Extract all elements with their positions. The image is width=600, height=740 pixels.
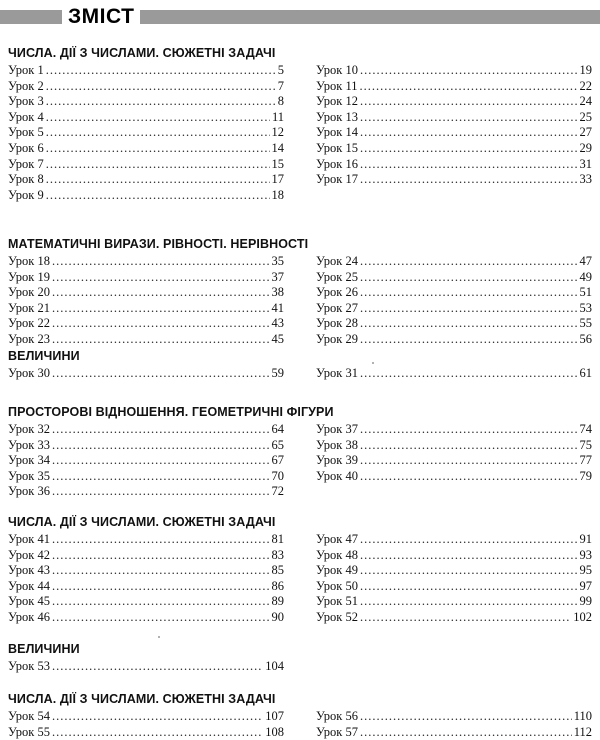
toc-entry[interactable]	[8, 610, 284, 626]
toc-entry[interactable]	[8, 157, 284, 173]
page-number: 37	[271, 269, 284, 284]
lesson-label: Урок 10	[316, 63, 358, 77]
lesson-label: Урок 39	[316, 453, 358, 468]
dot-leader	[360, 270, 578, 286]
page-number: 8	[277, 94, 284, 109]
toc-entry[interactable]	[316, 366, 592, 382]
lesson-label: Урок 31	[316, 366, 358, 380]
toc-column-left	[8, 709, 284, 740]
lesson-label: Урок 1	[8, 63, 44, 77]
toc-column-left	[8, 532, 284, 626]
page-number: 11	[271, 109, 284, 124]
toc-entry[interactable]	[8, 422, 284, 438]
toc-entry[interactable]	[316, 94, 592, 110]
page-title: ЗМІСТ	[68, 5, 135, 28]
page-number: 43	[271, 316, 284, 331]
lesson-label: Урок 8	[8, 172, 44, 187]
dot-leader	[52, 563, 270, 579]
toc-entry[interactable]	[8, 438, 284, 454]
toc-section	[0, 403, 600, 499]
page-number: 90	[271, 609, 284, 624]
lesson-label: Урок 43	[8, 563, 50, 578]
page-number: 41	[271, 300, 284, 315]
toc-entry[interactable]	[8, 270, 284, 286]
dot-leader	[46, 63, 276, 79]
toc-entry[interactable]	[8, 579, 284, 595]
dot-leader	[52, 709, 263, 725]
page-number: 85	[271, 563, 284, 578]
page-number: 70	[271, 468, 284, 483]
scan-speck	[372, 362, 374, 364]
dot-leader	[52, 438, 270, 454]
lesson-label: Урок 3	[8, 94, 44, 109]
page-number: 24	[579, 94, 592, 109]
lesson-label: Урок 23	[8, 331, 50, 346]
section-title: ВЕЛИЧИНИ	[8, 642, 80, 656]
toc-entry[interactable]	[316, 285, 592, 301]
toc-section	[0, 347, 600, 380]
dot-leader	[52, 453, 270, 469]
toc-entry[interactable]	[8, 301, 284, 317]
dot-leader	[360, 316, 578, 332]
page-number: 19	[579, 63, 592, 77]
page-number: 31	[579, 156, 592, 171]
toc-entry[interactable]	[316, 110, 592, 126]
page-number: 74	[579, 422, 592, 436]
dot-leader	[360, 532, 578, 548]
toc-section	[0, 690, 600, 739]
page-number: 56	[579, 331, 592, 346]
lesson-label: Урок 13	[316, 109, 358, 124]
lesson-label: Урок 49	[316, 563, 358, 578]
toc-entry[interactable]	[316, 141, 592, 157]
page-number: 91	[579, 532, 592, 546]
lesson-label: Урок 32	[8, 422, 50, 436]
lesson-label: Урок 52	[316, 609, 358, 624]
dot-leader	[360, 366, 578, 382]
dot-leader	[360, 610, 571, 626]
lesson-label: Урок 14	[316, 125, 358, 140]
lesson-label: Урок 19	[8, 269, 50, 284]
dot-leader	[360, 332, 578, 348]
toc-entry[interactable]	[8, 63, 284, 79]
page-number: 89	[271, 594, 284, 609]
lesson-label: Урок 55	[8, 724, 50, 739]
dot-leader	[360, 438, 578, 454]
toc-entry[interactable]	[8, 254, 284, 270]
lesson-label: Урок 41	[8, 532, 50, 546]
toc-entry[interactable]	[316, 532, 592, 548]
toc-entry[interactable]	[8, 484, 284, 500]
page-number: 107	[265, 709, 284, 723]
page-number: 99	[579, 594, 592, 609]
lesson-label: Урок 30	[8, 366, 50, 380]
toc-entry[interactable]	[316, 316, 592, 332]
lesson-label: Урок 2	[8, 78, 44, 93]
dot-leader	[360, 125, 578, 141]
dot-leader	[52, 285, 270, 301]
scan-speck	[296, 10, 298, 12]
dot-leader	[52, 270, 270, 286]
toc-entry[interactable]	[316, 594, 592, 610]
toc-section	[0, 44, 600, 202]
lesson-label: Урок 44	[8, 578, 50, 593]
toc-entry[interactable]	[316, 422, 592, 438]
toc-column-left	[8, 254, 284, 348]
toc-section	[0, 640, 600, 673]
toc-entry[interactable]	[8, 709, 284, 725]
dot-leader	[52, 610, 270, 626]
page-number: 86	[271, 578, 284, 593]
dot-leader	[360, 110, 578, 126]
dot-leader	[360, 725, 572, 740]
page-number: 104	[265, 659, 284, 673]
dot-leader	[360, 141, 578, 157]
page-number: 64	[271, 422, 284, 436]
page-number: 53	[579, 300, 592, 315]
lesson-label: Урок 9	[8, 187, 44, 202]
dot-leader	[52, 301, 270, 317]
lesson-label: Урок 11	[316, 78, 358, 93]
lesson-label: Урок 29	[316, 331, 358, 346]
page-number: 47	[579, 254, 592, 268]
dot-leader	[46, 79, 276, 95]
dot-leader	[52, 659, 263, 675]
lesson-label: Урок 48	[316, 547, 358, 562]
dot-leader	[52, 332, 270, 348]
dot-leader	[360, 594, 578, 610]
toc-entry[interactable]	[316, 579, 592, 595]
page-number: 108	[265, 724, 284, 739]
toc-entry[interactable]	[316, 610, 592, 626]
lesson-label: Урок 56	[316, 709, 358, 723]
toc-entry[interactable]	[316, 301, 592, 317]
toc-entry[interactable]	[8, 79, 284, 95]
dot-leader	[46, 172, 270, 188]
dot-leader	[360, 157, 578, 173]
lesson-label: Урок 16	[316, 156, 358, 171]
dot-leader	[52, 532, 270, 548]
lesson-label: Урок 45	[8, 594, 50, 609]
lesson-label: Урок 22	[8, 316, 50, 331]
toc-column-right	[316, 422, 592, 484]
lesson-label: Урок 17	[316, 172, 358, 187]
toc-entry[interactable]	[316, 725, 592, 740]
page-number: 45	[271, 331, 284, 346]
toc-entry[interactable]	[8, 316, 284, 332]
scan-speck	[158, 636, 160, 638]
lesson-label: Урок 5	[8, 125, 44, 140]
toc-column-right	[316, 709, 592, 740]
lesson-label: Урок 28	[316, 316, 358, 331]
section-title: МАТЕМАТИЧНІ ВИРАЗИ. РІВНОСТІ. НЕРІВНОСТІ	[8, 237, 309, 251]
page-number: 7	[277, 78, 284, 93]
lesson-label: Урок 53	[8, 659, 50, 673]
page-number: 35	[271, 254, 284, 268]
page-number: 77	[579, 453, 592, 468]
toc-column-right	[316, 532, 592, 626]
toc-column-left	[8, 63, 284, 203]
lesson-label: Урок 33	[8, 437, 50, 452]
lesson-label: Урок 7	[8, 156, 44, 171]
toc-entry[interactable]	[8, 548, 284, 564]
section-title: ПРОСТОРОВІ ВІДНОШЕННЯ. ГЕОМЕТРИЧНІ ФІГУРИ	[8, 405, 334, 419]
lesson-label: Урок 12	[316, 94, 358, 109]
page-number: 95	[579, 563, 592, 578]
toc-entry[interactable]	[316, 125, 592, 141]
page-number: 17	[271, 172, 284, 187]
dot-leader	[360, 709, 572, 725]
page-number: 14	[271, 140, 284, 155]
dot-leader	[52, 366, 270, 382]
page-number: 65	[271, 437, 284, 452]
dot-leader	[52, 316, 270, 332]
toc-entry[interactable]	[8, 285, 284, 301]
section-title: ЧИСЛА. ДІЇ З ЧИСЛАМИ. СЮЖЕТНІ ЗАДАЧІ	[8, 46, 276, 60]
page-number: 67	[271, 453, 284, 468]
page-number: 49	[579, 269, 592, 284]
page-number: 18	[271, 187, 284, 202]
toc-entry[interactable]	[8, 366, 284, 382]
page-number: 22	[579, 78, 592, 93]
page-number: 93	[579, 547, 592, 562]
lesson-label: Урок 26	[316, 285, 358, 300]
toc-entry[interactable]	[8, 188, 284, 204]
dot-leader	[52, 469, 270, 485]
dot-leader	[360, 63, 578, 79]
toc-entry[interactable]	[316, 548, 592, 564]
dot-leader	[46, 125, 270, 141]
dot-leader	[360, 172, 578, 188]
page-number: 25	[579, 109, 592, 124]
lesson-label: Урок 51	[316, 594, 358, 609]
page-number: 29	[579, 140, 592, 155]
dot-leader	[46, 141, 270, 157]
dot-leader	[52, 594, 270, 610]
toc-entry[interactable]	[316, 332, 592, 348]
lesson-label: Урок 24	[316, 254, 358, 268]
toc-entry[interactable]	[8, 725, 284, 740]
dot-leader	[360, 285, 578, 301]
toc-column-right	[316, 254, 592, 348]
dot-leader	[52, 579, 270, 595]
lesson-label: Урок 54	[8, 709, 50, 723]
dot-leader	[46, 188, 270, 204]
lesson-label: Урок 15	[316, 140, 358, 155]
toc-entry[interactable]	[316, 172, 592, 188]
toc-entry[interactable]	[8, 532, 284, 548]
toc-entry[interactable]	[316, 254, 592, 270]
toc-entry[interactable]	[8, 563, 284, 579]
lesson-label: Урок 46	[8, 609, 50, 624]
header-bar-left	[0, 10, 62, 24]
dot-leader	[52, 484, 270, 500]
toc-entry[interactable]	[8, 110, 284, 126]
page-number: 33	[579, 172, 592, 187]
dot-leader	[46, 94, 276, 110]
lesson-label: Урок 20	[8, 285, 50, 300]
lesson-label: Урок 38	[316, 437, 358, 452]
page-number: 59	[271, 366, 284, 380]
page-number: 97	[579, 578, 592, 593]
page-number: 83	[271, 547, 284, 562]
lesson-label: Урок 42	[8, 547, 50, 562]
toc-entry[interactable]	[316, 438, 592, 454]
lesson-label: Урок 25	[316, 269, 358, 284]
lesson-label: Урок 47	[316, 532, 358, 546]
toc-column-left	[8, 422, 284, 500]
toc-entry[interactable]	[316, 157, 592, 173]
lesson-label: Урок 35	[8, 468, 50, 483]
dot-leader	[52, 422, 270, 438]
page-number: 5	[277, 63, 284, 77]
toc-entry[interactable]	[316, 63, 592, 79]
page-number: 102	[573, 609, 592, 624]
toc-entry[interactable]	[8, 172, 284, 188]
dot-leader	[360, 94, 578, 110]
toc-entry[interactable]	[8, 332, 284, 348]
page-number: 61	[579, 366, 592, 380]
toc-entry[interactable]	[8, 659, 284, 675]
toc-section	[0, 513, 600, 624]
dot-leader	[52, 254, 270, 270]
page-number: 27	[579, 125, 592, 140]
dot-leader	[46, 157, 270, 173]
toc-entry[interactable]	[8, 594, 284, 610]
page-number: 79	[579, 468, 592, 483]
dot-leader	[360, 254, 578, 270]
toc-entry[interactable]	[316, 563, 592, 579]
dot-leader	[360, 301, 578, 317]
page-number: 55	[579, 316, 592, 331]
page-number: 38	[271, 285, 284, 300]
toc-section	[0, 235, 600, 346]
lesson-label: Урок 27	[316, 300, 358, 315]
dot-leader	[360, 469, 578, 485]
page-number: 51	[579, 285, 592, 300]
lesson-label: Урок 57	[316, 724, 358, 739]
dot-leader	[46, 110, 270, 126]
toc-entry[interactable]	[8, 453, 284, 469]
toc-entry[interactable]	[316, 79, 592, 95]
section-title: ЧИСЛА. ДІЇ З ЧИСЛАМИ. СЮЖЕТНІ ЗАДАЧІ	[8, 692, 276, 706]
page-number: 72	[271, 484, 284, 499]
lesson-label: Урок 34	[8, 453, 50, 468]
dot-leader	[360, 579, 578, 595]
lesson-label: Урок 37	[316, 422, 358, 436]
dot-leader	[52, 548, 270, 564]
page-number: 112	[573, 724, 592, 739]
lesson-label: Урок 50	[316, 578, 358, 593]
contents-header	[0, 4, 600, 30]
dot-leader	[360, 548, 578, 564]
toc-column-left	[8, 366, 284, 382]
toc-column-right	[316, 366, 592, 382]
dot-leader	[360, 563, 578, 579]
toc-entry[interactable]	[316, 469, 592, 485]
page-number: 81	[271, 532, 284, 546]
lesson-label: Урок 40	[316, 468, 358, 483]
dot-leader	[52, 725, 263, 740]
lesson-label: Урок 18	[8, 254, 50, 268]
section-title: ВЕЛИЧИНИ	[8, 349, 80, 363]
page-number: 12	[271, 125, 284, 140]
lesson-label: Урок 4	[8, 109, 44, 124]
page-number: 75	[579, 437, 592, 452]
toc-entry[interactable]	[316, 709, 592, 725]
page-number: 110	[573, 709, 592, 723]
dot-leader	[360, 422, 578, 438]
header-bar-right	[140, 10, 600, 24]
dot-leader	[360, 453, 578, 469]
page-number: 15	[271, 156, 284, 171]
toc-entry[interactable]	[8, 125, 284, 141]
lesson-label: Урок 6	[8, 140, 44, 155]
section-title: ЧИСЛА. ДІЇ З ЧИСЛАМИ. СЮЖЕТНІ ЗАДАЧІ	[8, 515, 276, 529]
lesson-label: Урок 36	[8, 484, 50, 499]
dot-leader	[360, 79, 578, 95]
lesson-label: Урок 21	[8, 300, 50, 315]
toc-entry[interactable]	[8, 469, 284, 485]
toc-entry[interactable]	[316, 453, 592, 469]
toc-entry[interactable]	[8, 94, 284, 110]
toc-entry[interactable]	[316, 270, 592, 286]
toc-column-right	[316, 63, 592, 188]
toc-column-left	[8, 659, 284, 675]
toc-entry[interactable]	[8, 141, 284, 157]
